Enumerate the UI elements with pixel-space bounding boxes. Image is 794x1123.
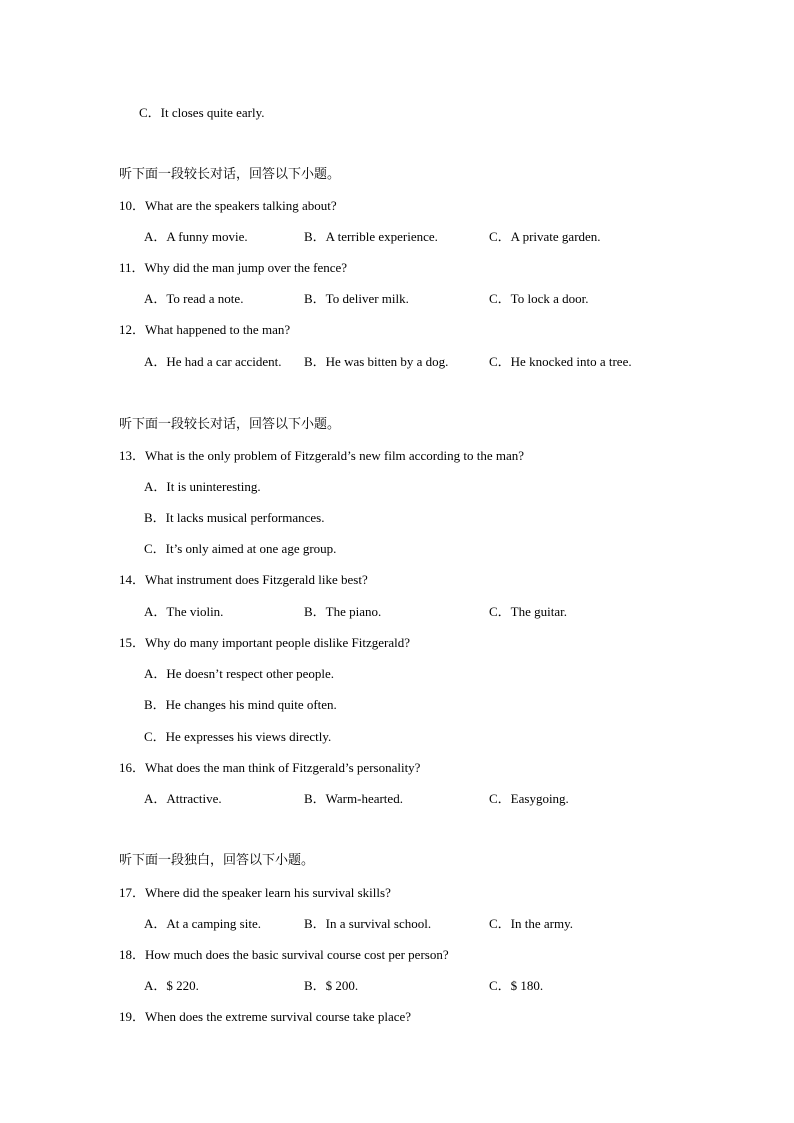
question-stem: 15．Why do many important people dislike Fitzgerald? bbox=[119, 635, 410, 650]
option-c: C．He knocked into a tree. bbox=[489, 354, 632, 369]
option-b: B．A terrible experience. bbox=[304, 229, 438, 244]
option-a: A．It is uninteresting. bbox=[144, 479, 261, 494]
option-a: A．A funny movie. bbox=[144, 229, 248, 244]
option-b: B．In a survival school. bbox=[304, 916, 432, 931]
option-c: C．To lock a door. bbox=[489, 291, 589, 306]
question-stem: 18．How much does the basic survival course cost per person? bbox=[119, 947, 449, 962]
question-stem: 16．What does the man think of Fitzgerald’s personality? bbox=[119, 760, 421, 775]
question-stem: 19．When does the extreme survival course take place? bbox=[119, 1009, 412, 1024]
option-a: A．$ 220. bbox=[144, 978, 199, 993]
option-c: C．In the army. bbox=[489, 916, 573, 931]
option-b: B．To deliver milk. bbox=[304, 291, 409, 306]
option-b: B．The piano. bbox=[304, 604, 382, 619]
question-stem: 14．What instrument does Fitzgerald like best? bbox=[119, 572, 368, 587]
option-b: B．Warm-hearted. bbox=[304, 791, 403, 806]
option-b: B．He was bitten by a dog. bbox=[304, 354, 449, 369]
option-a: A．To read a note. bbox=[144, 291, 244, 306]
option-c: C．The guitar. bbox=[489, 604, 567, 619]
option-a: A．Attractive. bbox=[144, 791, 222, 806]
option-b: B．He changes his mind quite often. bbox=[144, 697, 337, 712]
option-c: C．A private garden. bbox=[489, 229, 601, 244]
option-c: C．$ 180. bbox=[489, 978, 544, 993]
question-stem: 17．Where did the speaker learn his survival skills? bbox=[119, 885, 391, 900]
question-stem: 12．What happened to the man? bbox=[119, 322, 291, 337]
option-c: C．It closes quite early. bbox=[139, 105, 265, 120]
question-stem: 11．Why did the man jump over the fence? bbox=[119, 260, 348, 275]
option-b: B．It lacks musical performances. bbox=[144, 510, 325, 525]
option-a: A．At a camping site. bbox=[144, 916, 261, 931]
option-c: C．It’s only aimed at one age group. bbox=[144, 541, 337, 556]
question-stem: 13．What is the only problem of Fitzgerald’s new film according to the man? bbox=[119, 448, 525, 463]
section-instruction: 听下面一段独白，回答以下小题。 bbox=[119, 853, 315, 868]
option-a: A．He doesn’t respect other people. bbox=[144, 666, 335, 681]
option-c: C．He expresses his views directly. bbox=[144, 729, 332, 744]
question-stem: 10．What are the speakers talking about? bbox=[119, 198, 337, 213]
section-instruction: 听下面一段较长对话，回答以下小题。 bbox=[119, 167, 341, 182]
option-a: A．He had a car accident. bbox=[144, 354, 282, 369]
option-a: A．The violin. bbox=[144, 604, 224, 619]
option-b: B．$ 200. bbox=[304, 978, 359, 993]
option-c: C．Easygoing. bbox=[489, 791, 569, 806]
section-instruction: 听下面一段较长对话，回答以下小题。 bbox=[119, 417, 341, 432]
